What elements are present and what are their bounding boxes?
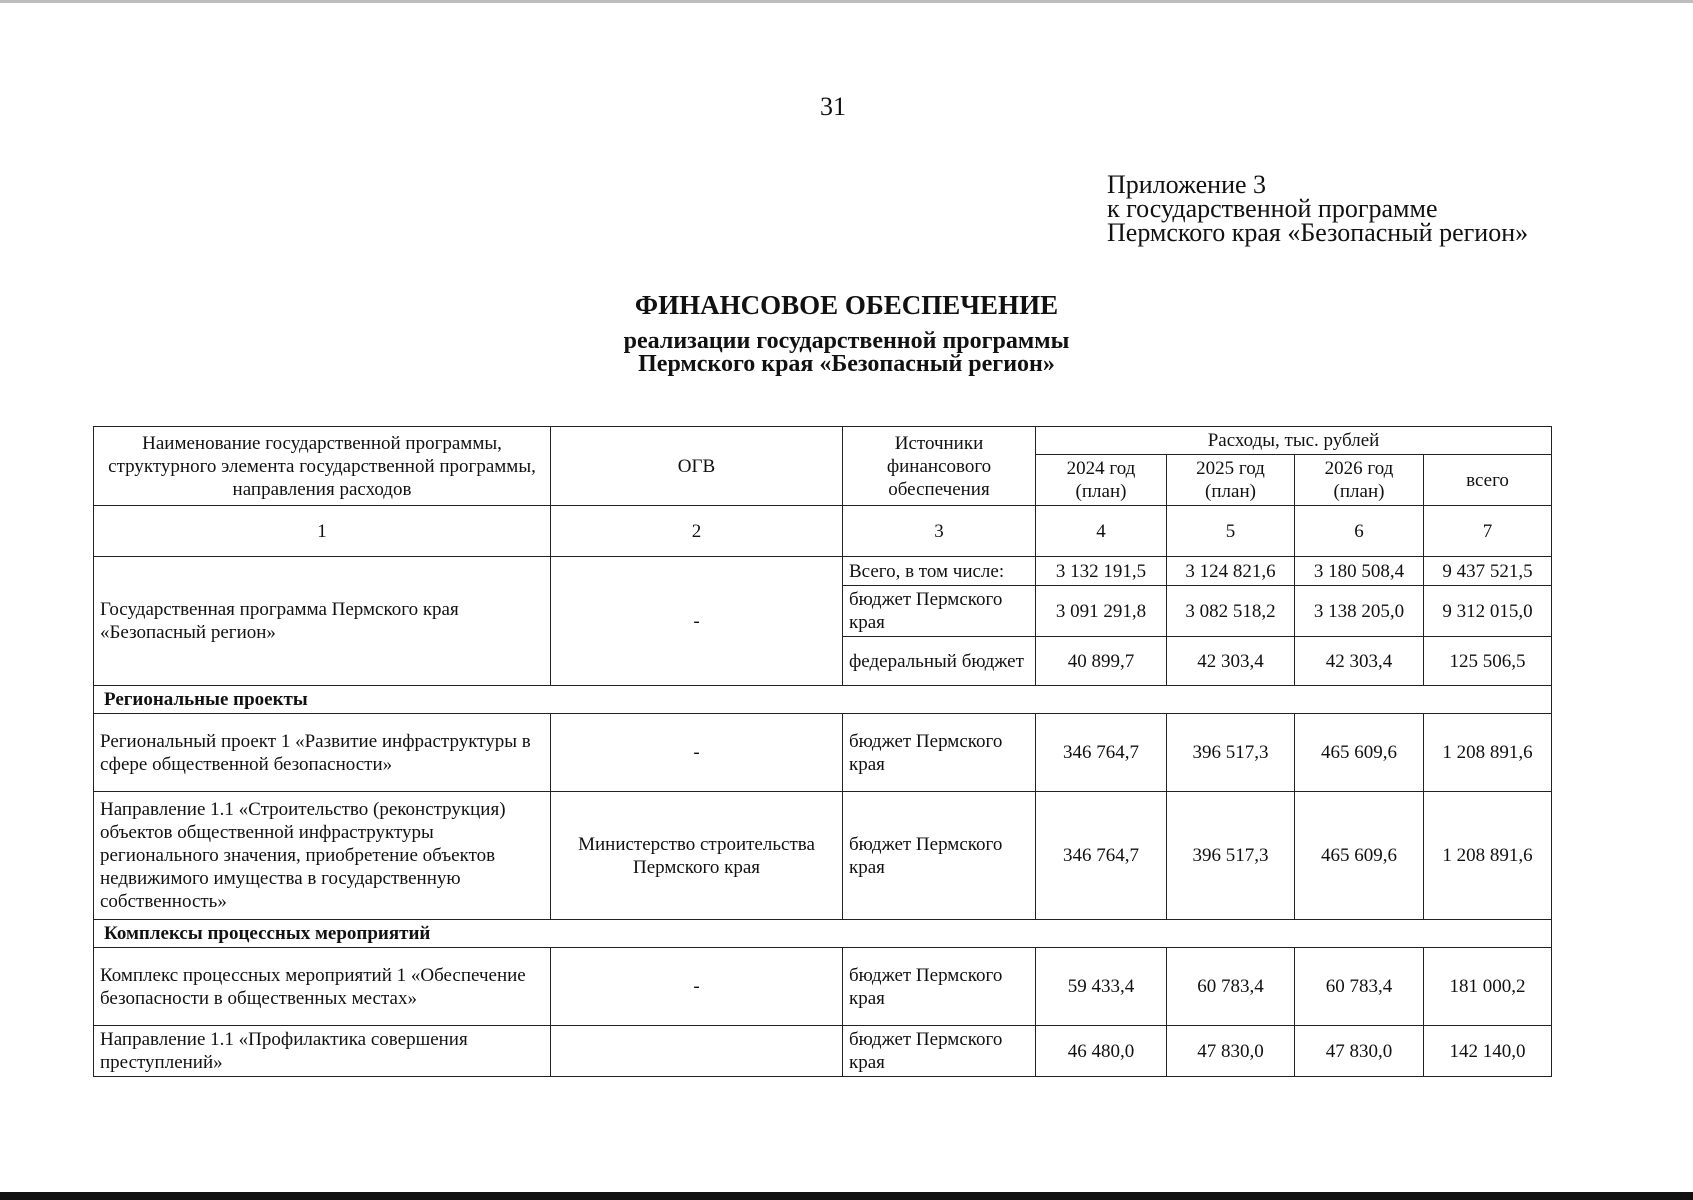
table-row <box>94 557 1552 586</box>
table-header-row <box>94 427 1552 455</box>
value-2024: 59 433,4 <box>1036 948 1167 1026</box>
column-number-row <box>94 506 1552 557</box>
value-2024: 346 764,7 <box>1036 714 1167 792</box>
subtitle-line: Пермского края «Безопасный регион» <box>638 351 1055 377</box>
item-ogv: - <box>551 948 843 1026</box>
section-row <box>94 686 1552 714</box>
source-cell: бюджет Пермского края <box>843 948 1036 1026</box>
value-2026: 465 609,6 <box>1295 714 1424 792</box>
table-row <box>94 792 1552 920</box>
section-heading-complex: Комплексы процессных мероприятий <box>94 920 1552 948</box>
header-ogv: ОГВ <box>551 427 843 506</box>
column-number: 2 <box>551 506 843 557</box>
item-ogv: - <box>551 714 843 792</box>
value-total: 1 208 891,6 <box>1424 714 1552 792</box>
page-number: 31 <box>820 92 846 121</box>
appendix-line: к государственной программе <box>1107 194 1438 223</box>
header-2025: 2025 год (план) <box>1167 455 1295 506</box>
value-2025: 3 082 518,2 <box>1167 586 1295 637</box>
table-row <box>94 714 1552 792</box>
header-total: всего <box>1424 455 1552 506</box>
value-total: 9 312 015,0 <box>1424 586 1552 637</box>
subtitle-line: реализации государственной программы <box>623 328 1070 354</box>
source-cell: бюджет Пермского края <box>843 714 1036 792</box>
value-2024: 3 132 191,5 <box>1036 557 1167 586</box>
appendix-line: Приложение 3 <box>1107 170 1267 199</box>
column-number: 3 <box>843 506 1036 557</box>
item-name: Направление 1.1 «Строительство (реконструкция) объектов общественной инфраструктуры регионального значения, приобретение объектов недвижимого имущества в государственную собственность» <box>94 792 551 920</box>
value-2025: 47 830,0 <box>1167 1026 1295 1077</box>
value-total: 125 506,5 <box>1424 637 1552 686</box>
value-2024: 3 091 291,8 <box>1036 586 1167 637</box>
value-2024: 40 899,7 <box>1036 637 1167 686</box>
source-cell: бюджет Пермского края <box>843 586 1036 637</box>
value-total: 142 140,0 <box>1424 1026 1552 1077</box>
value-total: 1 208 891,6 <box>1424 792 1552 920</box>
column-number: 6 <box>1295 506 1424 557</box>
appendix-note <box>1107 170 1529 247</box>
item-ogv: Министерство строительства Пермского края <box>551 792 843 920</box>
table-row <box>94 948 1552 1026</box>
appendix-line: Пермского края «Безопасный регион» <box>1107 218 1529 247</box>
header-expenses: Расходы, тыс. рублей <box>1036 427 1552 455</box>
value-2025: 396 517,3 <box>1167 714 1295 792</box>
header-2024: 2024 год (план) <box>1036 455 1167 506</box>
value-2026: 42 303,4 <box>1295 637 1424 686</box>
value-2025: 42 303,4 <box>1167 637 1295 686</box>
value-2024: 346 764,7 <box>1036 792 1167 920</box>
value-total: 181 000,2 <box>1424 948 1552 1026</box>
item-ogv <box>551 1026 843 1077</box>
value-2025: 3 124 821,6 <box>1167 557 1295 586</box>
section-row <box>94 920 1552 948</box>
value-2024: 46 480,0 <box>1036 1026 1167 1077</box>
column-number: 5 <box>1167 506 1295 557</box>
source-cell: бюджет Пермского края <box>843 792 1036 920</box>
program-ogv: - <box>551 557 843 686</box>
financing-table <box>93 426 1552 1077</box>
source-cell: федеральный бюджет <box>843 637 1036 686</box>
header-name: Наименование государственной программы, структурного элемента государственной программы, направления расходов <box>94 427 551 506</box>
value-2026: 47 830,0 <box>1295 1026 1424 1077</box>
item-name: Направление 1.1 «Профилактика совершения преступлений» <box>94 1026 551 1077</box>
program-name: Государственная программа Пермского края «Безопасный регион» <box>94 557 551 686</box>
header-sources: Источники финансового обеспечения <box>843 427 1036 506</box>
column-number: 1 <box>94 506 551 557</box>
document-subtitle <box>0 330 1693 376</box>
value-2025: 60 783,4 <box>1167 948 1295 1026</box>
value-2026: 3 138 205,0 <box>1295 586 1424 637</box>
value-2026: 465 609,6 <box>1295 792 1424 920</box>
column-number: 4 <box>1036 506 1167 557</box>
value-2026: 3 180 508,4 <box>1295 557 1424 586</box>
table-row <box>94 1026 1552 1077</box>
item-name: Комплекс процессных мероприятий 1 «Обеспечение безопасности в общественных местах» <box>94 948 551 1026</box>
scan-edge-top <box>0 0 1693 3</box>
item-name: Региональный проект 1 «Развитие инфраструктуры в сфере общественной безопасности» <box>94 714 551 792</box>
section-heading-regional: Региональные проекты <box>94 686 1552 714</box>
column-number: 7 <box>1424 506 1552 557</box>
value-total: 9 437 521,5 <box>1424 557 1552 586</box>
scan-edge-bottom <box>0 1192 1693 1200</box>
source-cell: Всего, в том числе: <box>843 557 1036 586</box>
document-title: ФИНАНСОВОЕ ОБЕСПЕЧЕНИЕ <box>634 290 1059 320</box>
header-2026: 2026 год (план) <box>1295 455 1424 506</box>
value-2026: 60 783,4 <box>1295 948 1424 1026</box>
value-2025: 396 517,3 <box>1167 792 1295 920</box>
source-cell: бюджет Пермского края <box>843 1026 1036 1077</box>
